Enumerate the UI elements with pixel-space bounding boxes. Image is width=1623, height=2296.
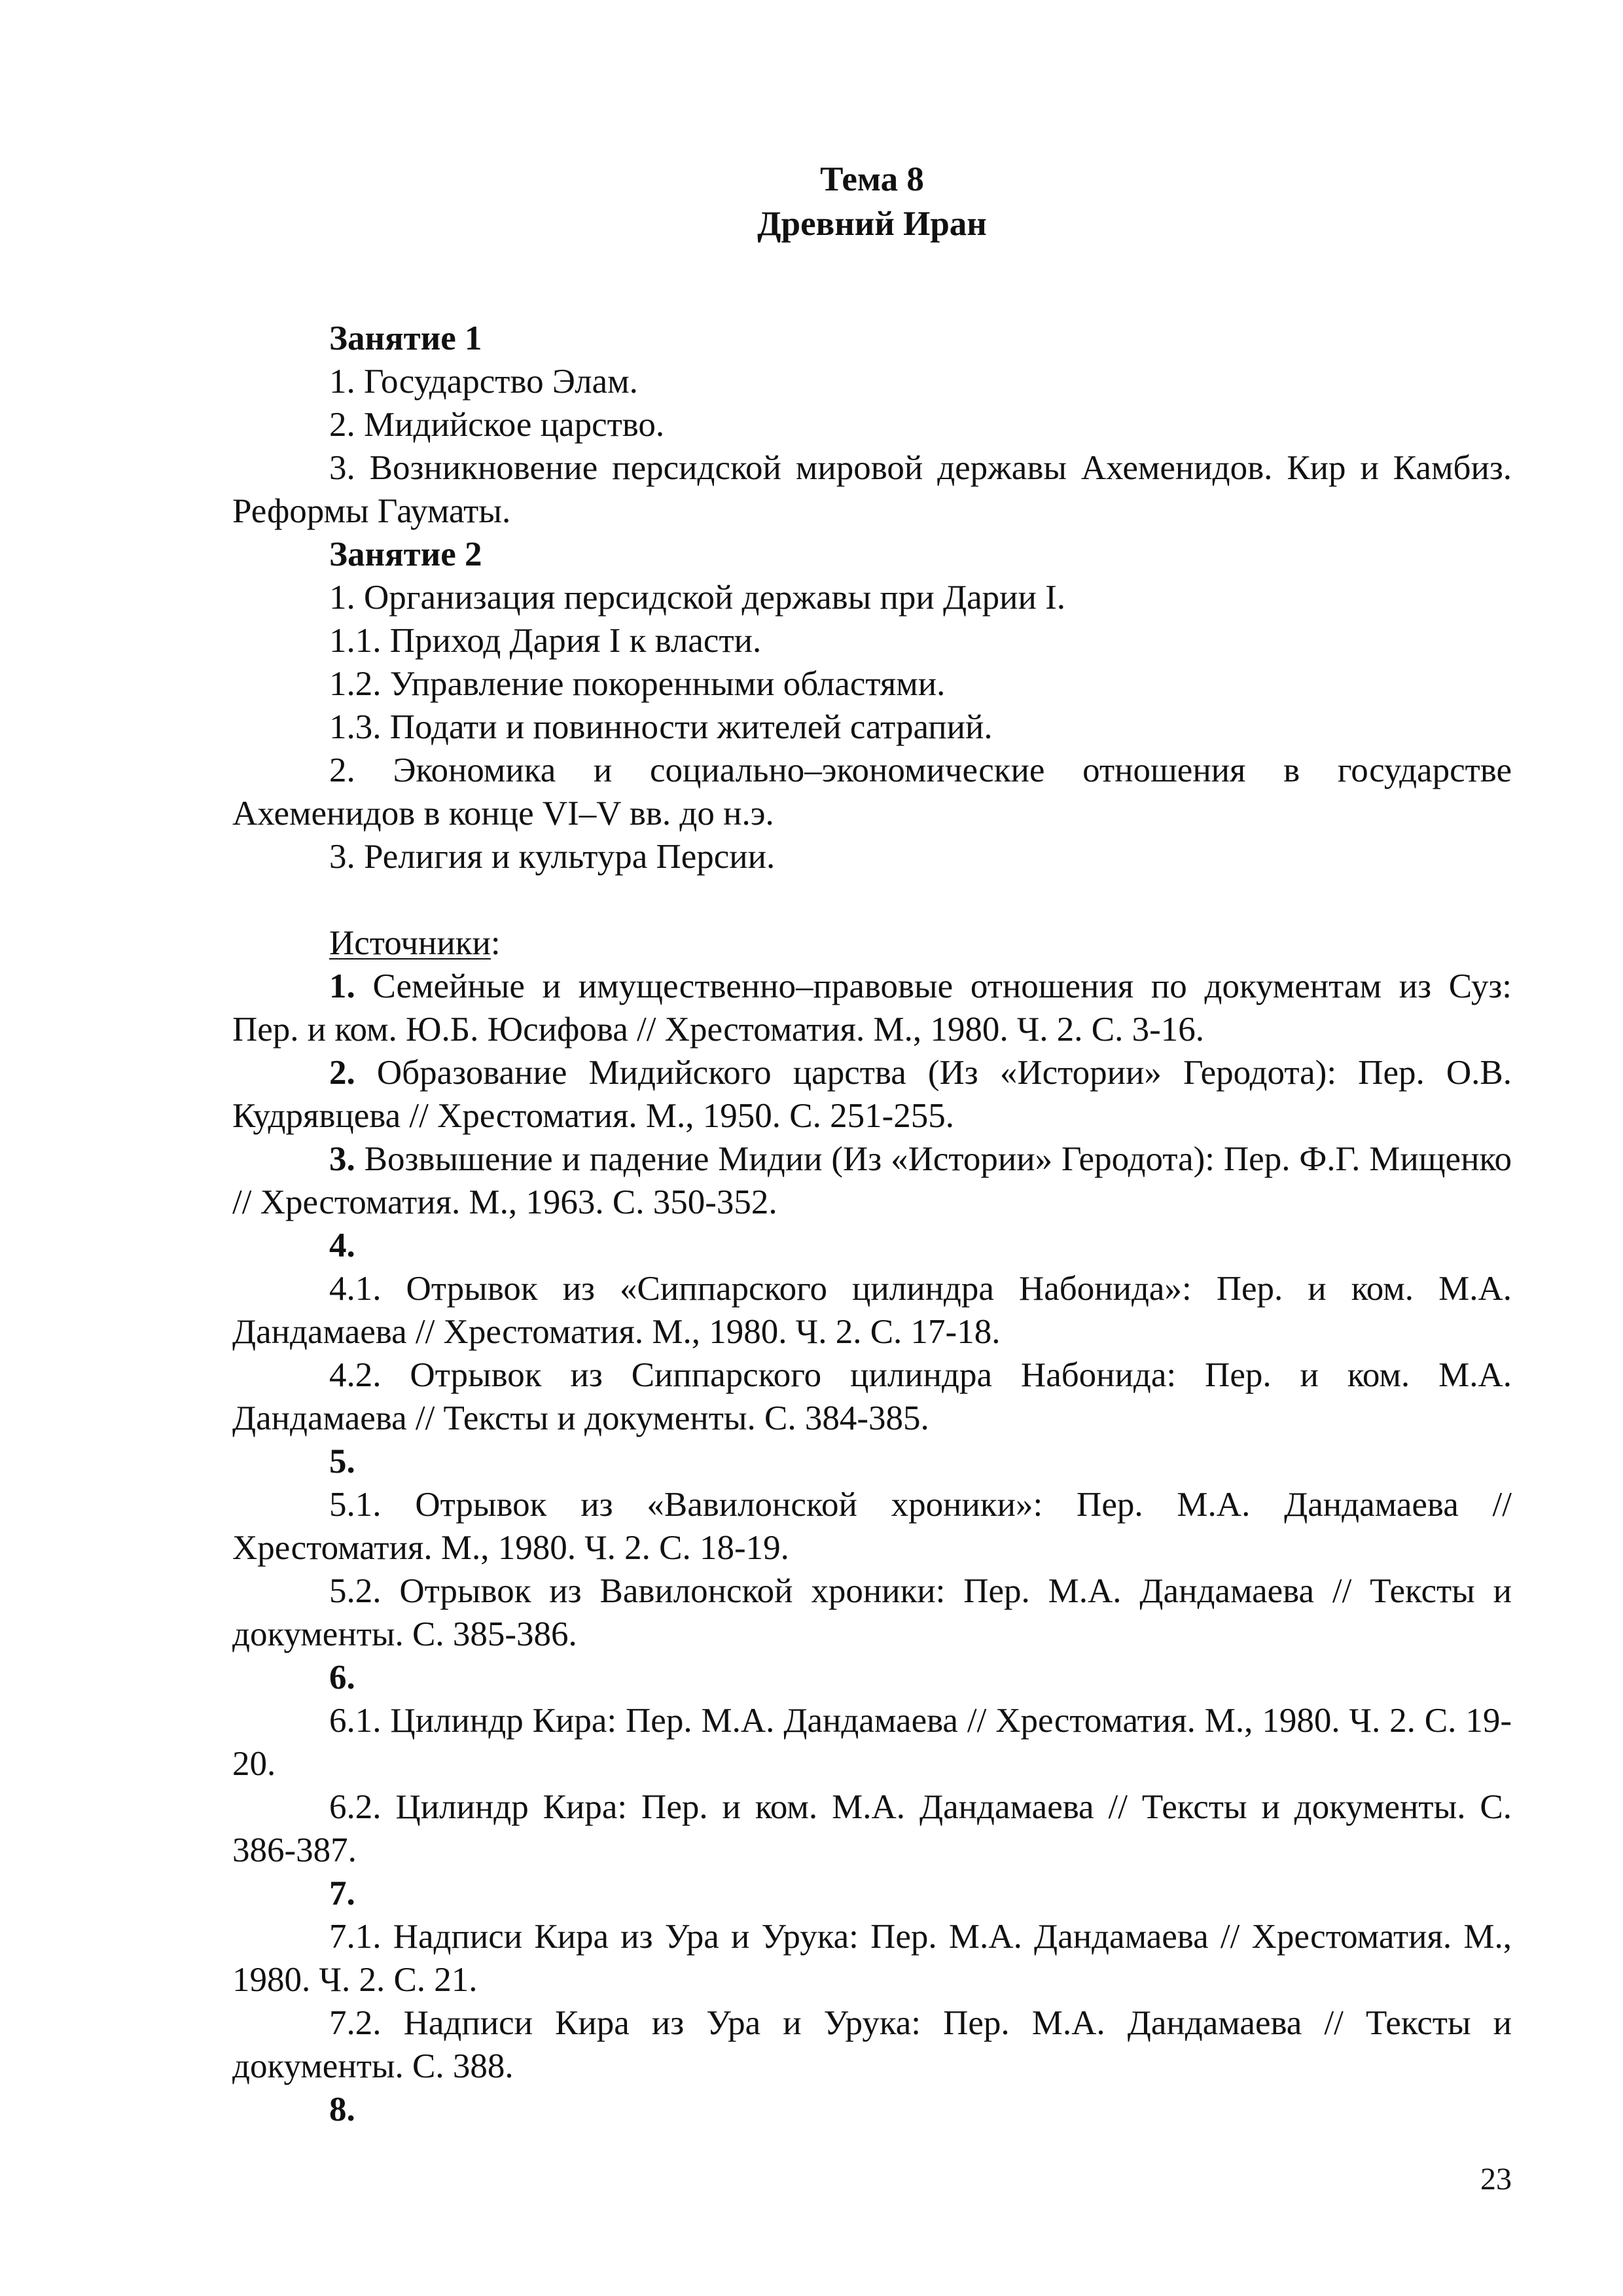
source-number: 7. bbox=[329, 1874, 355, 1912]
sources-list bbox=[232, 965, 1512, 2131]
sources-heading bbox=[232, 922, 1512, 965]
source-text: Образование Мидийского царства (Из «Истории» Геродота): Пер. О.В. Кудрявцева // Хрестоматия. М., 1950. С. 251-255. bbox=[232, 1054, 1512, 1135]
source-entry bbox=[232, 1051, 1512, 1138]
source-entry bbox=[232, 1138, 1512, 1224]
source-text: 6.1. Цилиндр Кира: Пер. М.А. Дандамаева // Хрестоматия. М., 1980. Ч. 2. С. 19-20. bbox=[232, 1702, 1512, 1783]
source-entry bbox=[232, 1267, 1512, 1354]
lesson-1-item: 1. Государство Элам. bbox=[329, 363, 638, 401]
source-text: 4.2. Отрывок из Сиппарского цилиндра Набонида: Пер. и ком. М.А. Дандамаева // Тексты и документы. С. 384-385. bbox=[232, 1356, 1512, 1437]
source-entry bbox=[232, 965, 1512, 1051]
lesson-2-item: 1.1. Приход Дария I к власти. bbox=[329, 622, 762, 660]
source-entry bbox=[232, 1440, 1512, 1483]
source-entry bbox=[232, 1483, 1512, 1570]
source-entry bbox=[232, 1699, 1512, 1785]
topic-title: Древний Иран bbox=[757, 205, 987, 243]
source-text: Возвышение и падение Мидии (Из «Истории» Геродота): Пер. Ф.Г. Мищенко // Хрестоматия. М., 1963. С. 350-352. bbox=[232, 1140, 1512, 1221]
source-number: 1. bbox=[329, 967, 355, 1005]
lesson-2-item: 3. Религия и культура Персии. bbox=[329, 838, 776, 876]
source-entry bbox=[232, 1785, 1512, 1872]
source-text: 7.1. Надписи Кира из Ура и Урука: Пер. М.А. Дандамаева // Хрестоматия. М., 1980. Ч. 2. С. 21. bbox=[232, 1918, 1512, 1999]
lesson-2-item: 2. Экономика и социально–экономические отношения в государстве Ахеменидов в конце VI–V вв. до н.э. bbox=[232, 751, 1512, 833]
source-entry bbox=[232, 1915, 1512, 2001]
page-number: 23 bbox=[1480, 2162, 1512, 2197]
sources-heading-label: Источники bbox=[329, 924, 491, 962]
source-number: 6. bbox=[329, 1659, 355, 1696]
source-text: Семейные и имущественно–правовые отношения по документам из Суз: Пер. и ком. Ю.Б. Юсифова // Хрестоматия. М., 1980. Ч. 2. С. 3-16. bbox=[232, 967, 1512, 1049]
source-text: 7.2. Надписи Кира из Ура и Урука: Пер. М.А. Дандамаева // Тексты и документы. С. 388. bbox=[232, 2004, 1512, 2085]
topic-number: Тема 8 bbox=[820, 160, 924, 198]
source-number: 5. bbox=[329, 1443, 355, 1480]
source-number: 2. bbox=[329, 1054, 355, 1092]
source-entry bbox=[232, 1224, 1512, 1267]
lesson-1-item: 2. Мидийское царство. bbox=[329, 406, 665, 444]
lesson-2-heading: Занятие 2 bbox=[329, 535, 482, 573]
lesson-2-item: 1.3. Подати и повинности жителей сатрапий. bbox=[329, 708, 993, 746]
document-page bbox=[232, 157, 1512, 2131]
source-entry bbox=[232, 1872, 1512, 1915]
lesson-2-item: 1.2. Управление покоренными областями. bbox=[329, 665, 946, 703]
lesson-1-heading: Занятие 1 bbox=[329, 319, 482, 357]
source-entry bbox=[232, 1570, 1512, 1656]
source-text: 5.1. Отрывок из «Вавилонской хроники»: Пер. М.А. Дандамаева // Хрестоматия. М., 1980. Ч. 2. С. 18-19. bbox=[232, 1486, 1512, 1567]
sources-heading-colon: : bbox=[490, 924, 501, 962]
source-entry bbox=[232, 2088, 1512, 2131]
title-block bbox=[232, 157, 1512, 246]
source-text: 4.1. Отрывок из «Сиппарского цилиндра Набонида»: Пер. и ком. М.А. Дандамаева // Хрестоматия. М., 1980. Ч. 2. С. 17-18. bbox=[232, 1270, 1512, 1351]
source-entry bbox=[232, 1354, 1512, 1440]
source-entry bbox=[232, 1656, 1512, 1699]
lesson-1-item: 3. Возникновение персидской мировой державы Ахеменидов. Кир и Камбиз. Реформы Гауматы. bbox=[232, 449, 1512, 530]
source-number: 4. bbox=[329, 1227, 355, 1265]
lesson-2-item: 1. Организация персидской державы при Дарии I. bbox=[329, 579, 1066, 617]
source-number: 3. bbox=[329, 1140, 355, 1178]
source-number: 8. bbox=[329, 2090, 355, 2128]
source-text: 6.2. Цилиндр Кира: Пер. и ком. М.А. Дандамаева // Тексты и документы. С. 386-387. bbox=[232, 1788, 1512, 1869]
source-entry bbox=[232, 2001, 1512, 2088]
source-text: 5.2. Отрывок из Вавилонской хроники: Пер. М.А. Дандамаева // Тексты и документы. С. 385-386. bbox=[232, 1572, 1512, 1653]
